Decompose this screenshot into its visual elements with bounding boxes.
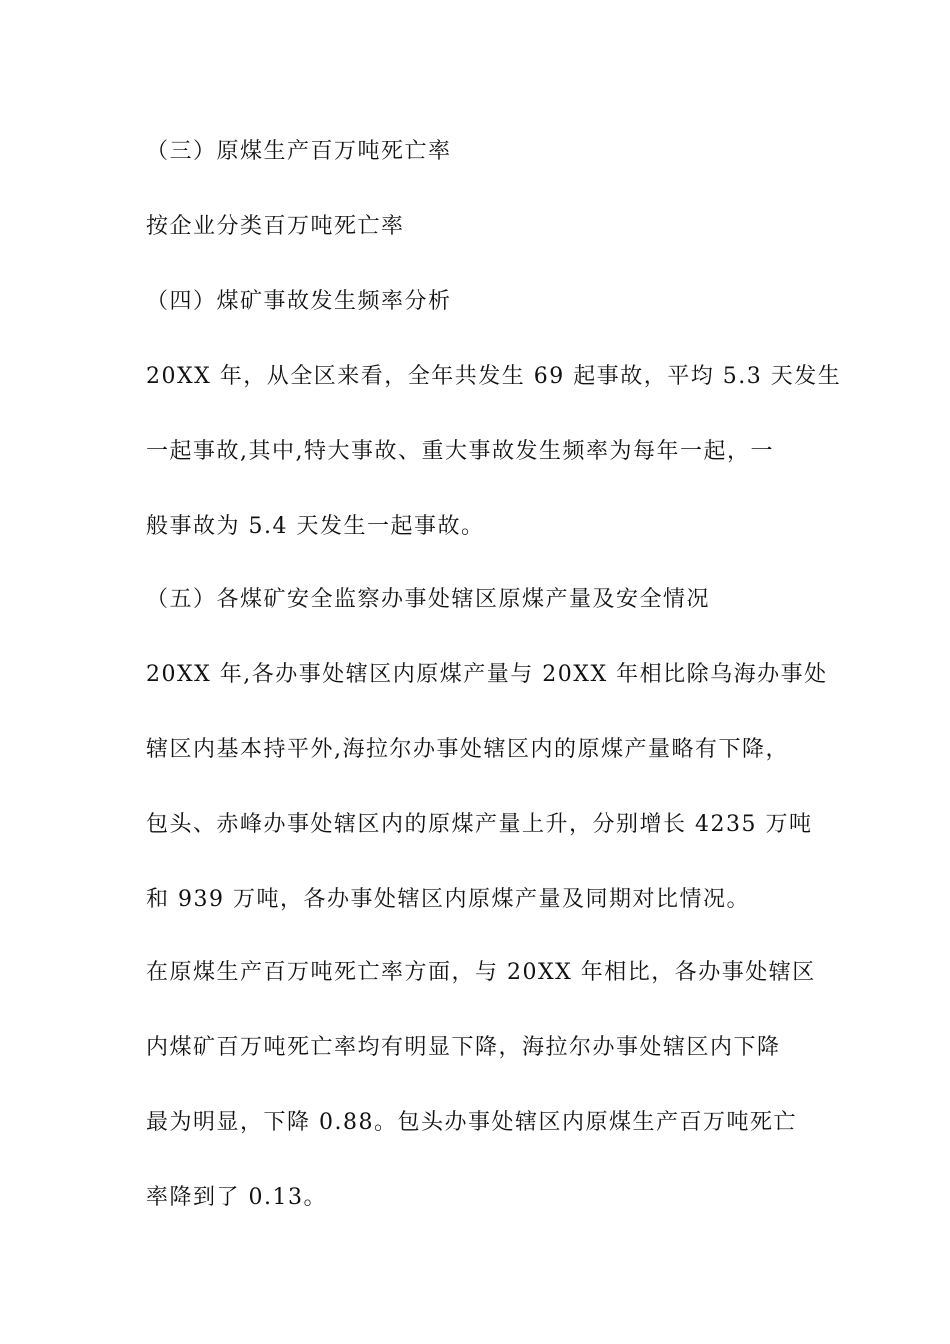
paragraph-line: 一起事故,其中,特大事故、重大事故发生频率为每年一起，一 — [146, 439, 774, 464]
paragraph-line: 包头、赤峰办事处辖区内的原煤产量上升，分别增长 4235 万吨 — [146, 812, 813, 837]
paragraph-line: 20XX 年，从全区来看，全年共发生 69 起事故，平均 5.3 天发生 — [146, 364, 842, 389]
paragraph-line: 般事故为 5.4 天发生一起事故。 — [146, 514, 485, 539]
paragraph-line: 在原煤生产百万吨死亡率方面，与 20XX 年相比，各办事处辖区 — [146, 960, 816, 985]
section-heading-3: （三）原煤生产百万吨死亡率 — [146, 139, 452, 164]
paragraph-line: 辖区内基本持平外,海拉尔办事处辖区内的原煤产量略有下降， — [146, 737, 789, 762]
paragraph-line: 率降到了 0.13。 — [146, 1185, 327, 1210]
paragraph-line: 最为明显，下降 0.88。包头办事处辖区内原煤生产百万吨死亡 — [146, 1110, 797, 1135]
paragraph-line: 和 939 万吨，各办事处辖区内原煤产量及同期对比情况。 — [146, 887, 750, 912]
section-heading-5: （五）各煤矿安全监察办事处辖区原煤产量及安全情况 — [146, 587, 711, 612]
paragraph-line: 内煤矿百万吨死亡率均有明显下降，海拉尔办事处辖区内下降 — [146, 1035, 781, 1060]
subheading-enterprise-classification: 按企业分类百万吨死亡率 — [146, 214, 405, 239]
paragraph-line: 20XX 年,各办事处辖区内原煤产量与 20XX 年相比除乌海办事处 — [146, 662, 828, 687]
section-heading-4: （四）煤矿事故发生频率分析 — [146, 289, 452, 314]
